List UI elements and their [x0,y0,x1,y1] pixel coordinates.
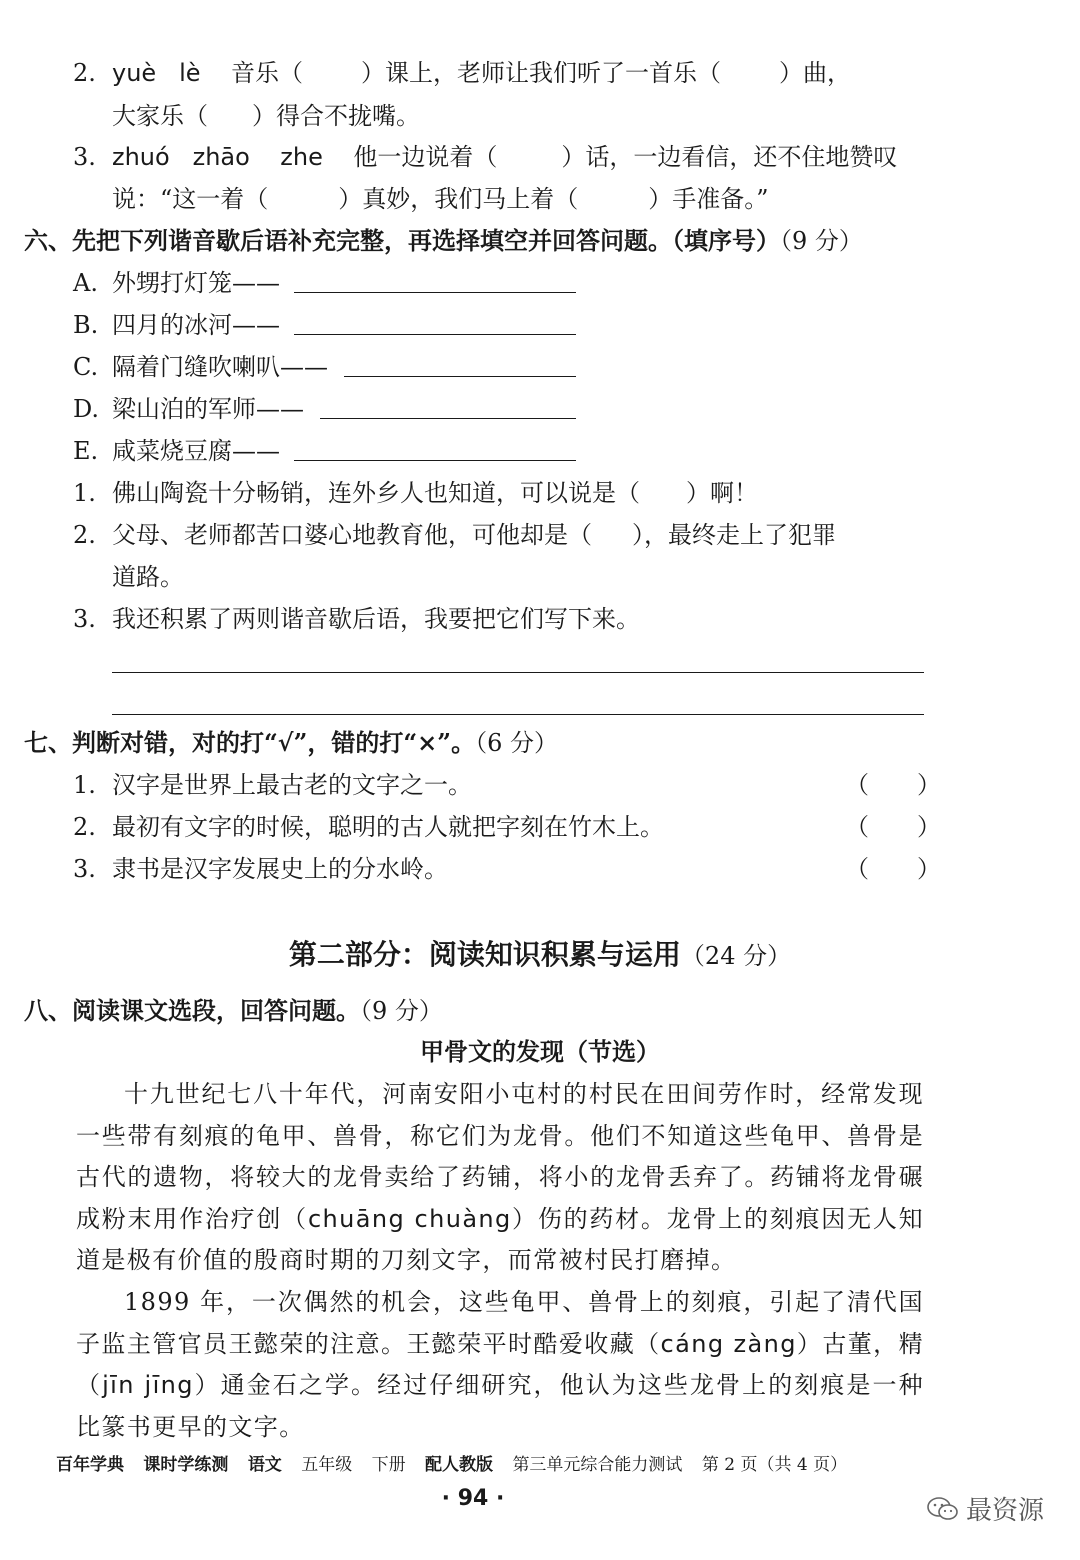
pinyin-annotation: （chuāng chuàng） [282,1204,538,1233]
pinyin-annotation: （jīn jīng） [76,1371,221,1400]
q8-heading: 八、阅读课文选段，回答问题。（9 分） [24,996,443,1025]
article-title: 甲骨文的发现（节选） [420,1038,660,1066]
q6-question-2: 2. 父母、老师都苦口婆心地教育他，可他却是（ ），最终走上了犯罪 [73,521,836,549]
answer-line[interactable] [344,376,576,377]
q6-question-3: 3. 我还积累了两则谐音歇后语，我要把它们写下来。 [73,605,640,633]
reading-passage [76,1074,924,1448]
answer-line[interactable] [294,334,576,335]
answer-line[interactable] [294,460,576,461]
q7-heading: 七、判断对错，对的打“√”，错的打“×”。（6 分） [24,728,559,757]
judgement-box[interactable]: （ ） [845,771,941,799]
q6-option-c: C. 隔着门缝吹喇叭—— [0,346,1080,388]
q6-heading: 六、先把下列谐音歇后语补充完整，再选择填空并回答问题。（填序号）（9 分） [24,226,863,255]
q5-item-3-pinyin: zhuó zhāo zhe [112,143,323,171]
q6-question-1: 1. 佛山陶瓷十分畅销，连外乡人也知道，可以说是（ ）啊！ [73,479,758,507]
part-2-title: 第二部分：阅读知识积累与运用（24 分） [288,938,792,971]
passage-paragraph-2: 1899 年，一次偶然的机会，这些龟甲、兽骨上的刻痕，引起了清代国子监主管官员王懿荣的注意。王懿荣平时酷爱收藏（cáng zàng）古董，精（jīn jīng）通金石之学。经过仔细研究，他认为这些龙骨上的刻痕是一种比篆书更早的文字。 [76,1287,924,1441]
q7-item-2: 2. 最初有文字的时候，聪明的古人就把字刻在竹木上。 （ ） [0,806,1080,848]
q5-item-3-line1: 3. zhuó zhāo zhe 他一边说着（ ）话，一边看信，还不住地赞叹 [73,143,898,171]
answer-line[interactable] [320,418,576,419]
answer-line[interactable] [294,292,576,293]
judgement-box[interactable]: （ ） [845,855,941,883]
q5-item-2-pinyin: yuè lè [112,59,201,87]
q7-item-3: 3. 隶书是汉字发展史上的分水岭。 （ ） [0,848,1080,890]
answer-line[interactable] [112,672,924,673]
wechat-icon [926,1496,960,1522]
judgement-box[interactable]: （ ） [845,813,941,841]
q5-item-2-line1: 2. yuè lè 音乐（ ）课上，老师让我们听了一首乐（ ）曲， [73,59,852,87]
passage-paragraph-1: 十九世纪七八十年代，河南安阳小屯村的村民在田间劳作时，经常发现一些带有刻痕的龟甲、兽骨，称它们为龙骨。他们不知道这些龟甲、兽骨是古代的遗物，将较大的龙骨卖给了药铺，将小的龙骨丢弃了。药铺将龙骨碾成粉末用作治疗创（chuāng chuàng）伤的药材。龙骨上的刻痕因无人知道是极有价值的殷商时期的刀刻文字，而常被村民打磨掉。 [76,1080,925,1275]
answer-line[interactable] [112,714,924,715]
q5-item-2-line2: 大家乐（ ）得合不拢嘴。 [112,102,420,130]
q5-item-3-line2: 说：“这一着（ ）真妙，我们马上着（ ）手准备。” [112,185,769,213]
q6-option-a: A. 外甥打灯笼—— [0,262,1080,304]
q6-option-b: B. 四月的冰河—— [0,304,1080,346]
page-footer: 百年学典 课时学练测 语文 五年级 下册 配人教版 第三单元综合能力测试 第 2 页（共 4 页） [56,1455,848,1475]
q6-option-d: D. 梁山泊的军师—— [0,388,1080,430]
q6-question-2-line2: 道路。 [112,563,184,591]
q7-item-1: 1. 汉字是世界上最古老的文字之一。 （ ） [0,764,1080,806]
pinyin-annotation: （cáng zàng） [635,1329,823,1358]
watermark: 最资源 [926,1490,1044,1527]
page-number: · 94 · [441,1486,505,1511]
q6-option-e: E. 咸菜烧豆腐—— [0,430,1080,472]
